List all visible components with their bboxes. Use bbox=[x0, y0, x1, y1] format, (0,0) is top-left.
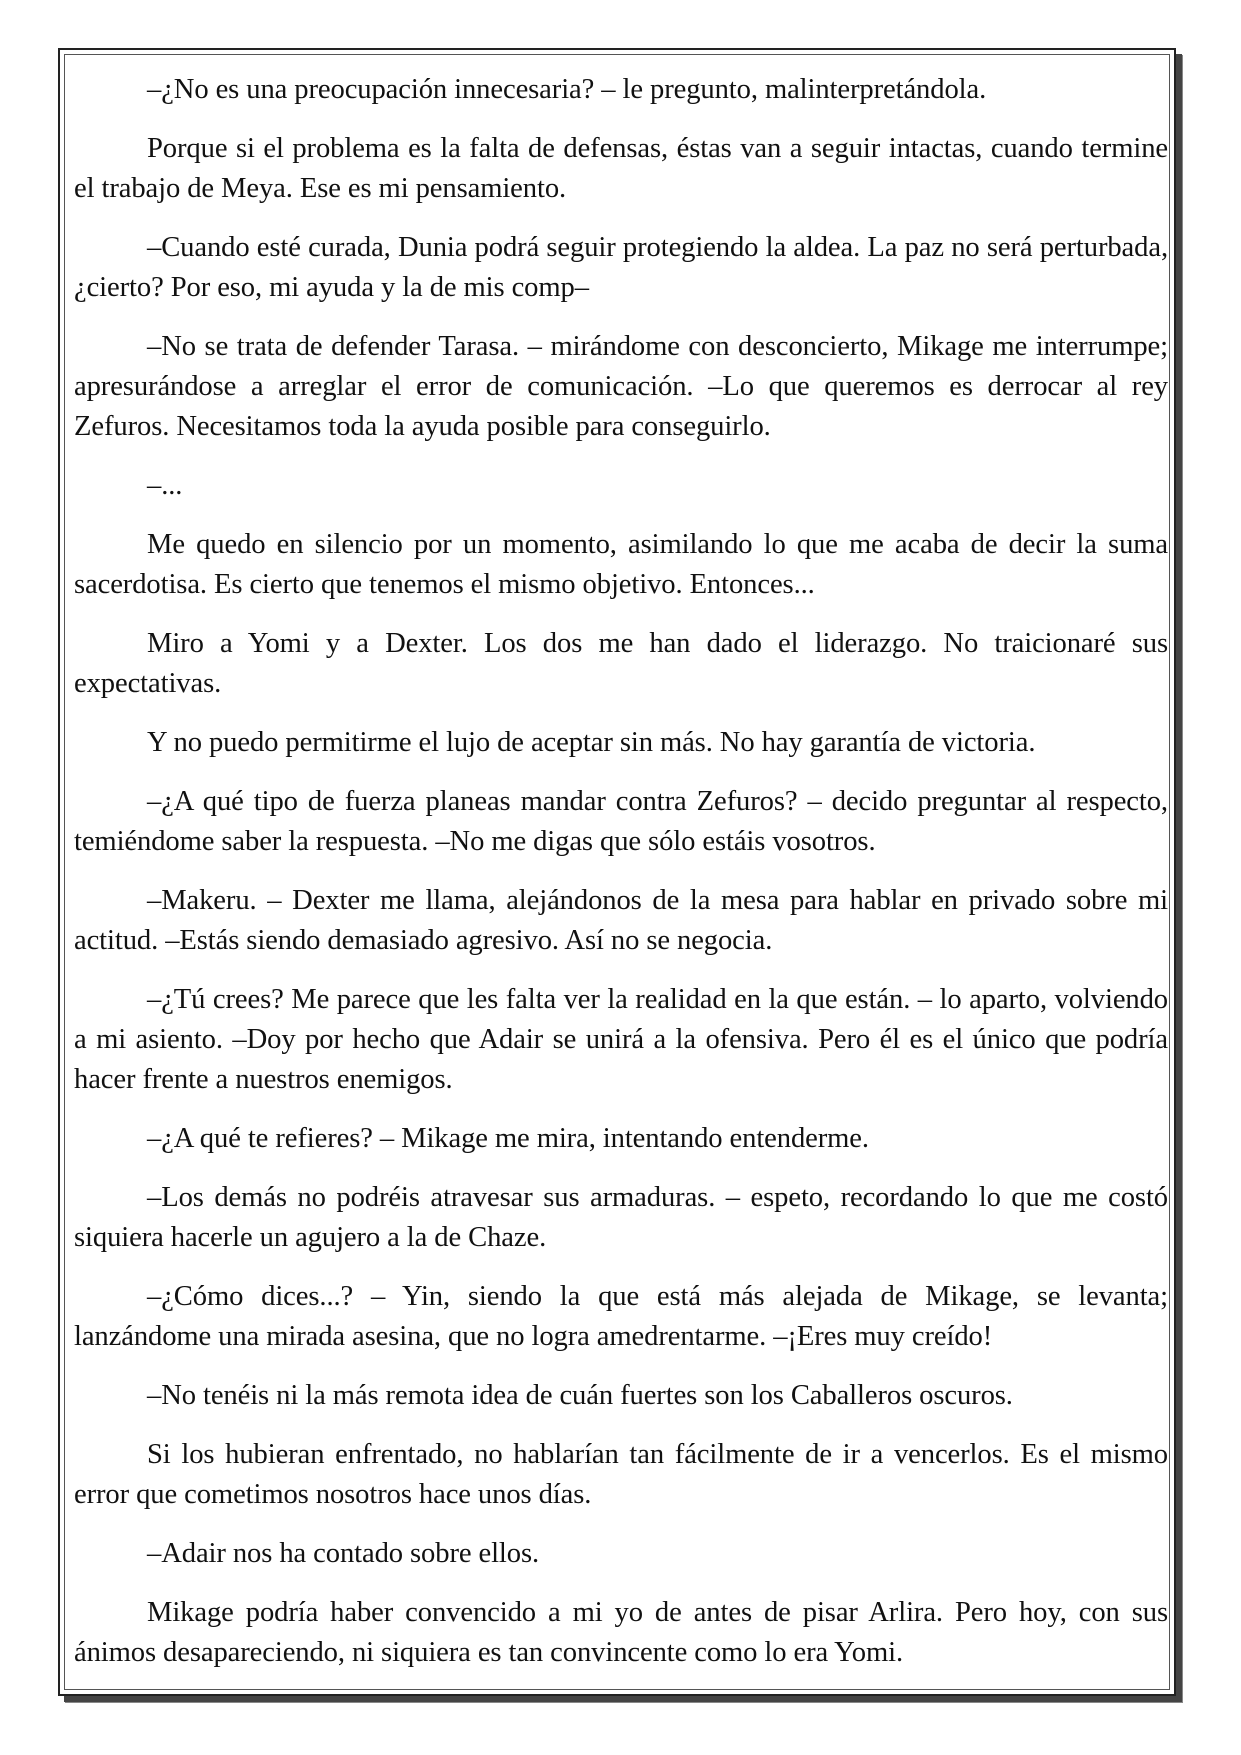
paragraph-16: Si los hubieran enfrentado, no hablarían tan fácilmente de ir a vencerlos. Es el mismo error que cometimos nosotros hace unos días. bbox=[74, 1439, 1168, 1510]
paragraph-11: –¿Tú crees? Me parece que les falta ver la realidad en la que están. – lo aparto, volviendo a mi asiento. –Doy por hecho que Adair se unirá a la ofensiva. Pero él es el único que podría hacer frente a nuestros enemigos. bbox=[74, 984, 1168, 1095]
paragraph-15: –No tenéis ni la más remota idea de cuán fuertes son los Caballeros oscuros. bbox=[147, 1380, 1013, 1411]
paragraph-14: –¿Cómo dices...? – Yin, siendo la que está más alejada de Mikage, se levanta; lanzándome una mirada asesina, que no logra amedrentarme. –¡Eres muy creído! bbox=[74, 1281, 1168, 1352]
paragraph-12: –¿A qué te refieres? – Mikage me mira, intentando entenderme. bbox=[147, 1123, 869, 1154]
paragraph-4: –No se trata de defender Tarasa. – mirándome con desconcierto, Mikage me interrumpe; apresurándose a arreglar el error de comunicación. –Lo que queremos es derrocar al rey Zefuros. Necesitamos toda la ayuda posible para conseguirlo. bbox=[74, 331, 1168, 442]
paragraph-2: Porque si el problema es la falta de defensas, éstas van a seguir intactas, cuando termine el trabajo de Meya. Ese es mi pensamiento. bbox=[74, 133, 1168, 204]
paragraph-8: Y no puedo permitirme el lujo de aceptar sin más. No hay garantía de victoria. bbox=[147, 727, 1036, 758]
paragraph-13: –Los demás no podréis atravesar sus armaduras. – espeto, recordando lo que me costó siquiera hacerle un agujero a la de Chaze. bbox=[74, 1182, 1168, 1253]
paragraph-18: Mikage podría haber convencido a mi yo de antes de pisar Arlira. Pero hoy, con sus ánimos desapareciendo, ni siquiera es tan convincente como lo era Yomi. bbox=[74, 1597, 1168, 1668]
paragraph-5: –... bbox=[147, 470, 183, 501]
paragraph-7: Miro a Yomi y a Dexter. Los dos me han dado el liderazgo. No traicionaré sus expectativas. bbox=[74, 628, 1168, 699]
paragraph-10: –Makeru. – Dexter me llama, alejándonos de la mesa para hablar en privado sobre mi actitud. –Estás siendo demasiado agresivo. Así no se negocia. bbox=[74, 885, 1168, 956]
text-body bbox=[74, 70, 1168, 1692]
paragraph-9: –¿A qué tipo de fuerza planeas mandar contra Zefuros? – decido preguntar al respecto, temiéndome saber la respuesta. –No me digas que sólo estáis vosotros. bbox=[74, 786, 1168, 857]
paragraph-6: Me quedo en silencio por un momento, asimilando lo que me acaba de decir la suma sacerdotisa. Es cierto que tenemos el mismo objetivo. Entonces... bbox=[74, 529, 1168, 600]
paragraph-1: –¿No es una preocupación innecesaria? – le pregunto, malinterpretándola. bbox=[147, 74, 987, 105]
paragraph-17: –Adair nos ha contado sobre ellos. bbox=[147, 1538, 540, 1569]
paragraph-3: –Cuando esté curada, Dunia podrá seguir protegiendo la aldea. La paz no será perturbada, ¿cierto? Por eso, mi ayuda y la de mis comp– bbox=[74, 232, 1168, 303]
